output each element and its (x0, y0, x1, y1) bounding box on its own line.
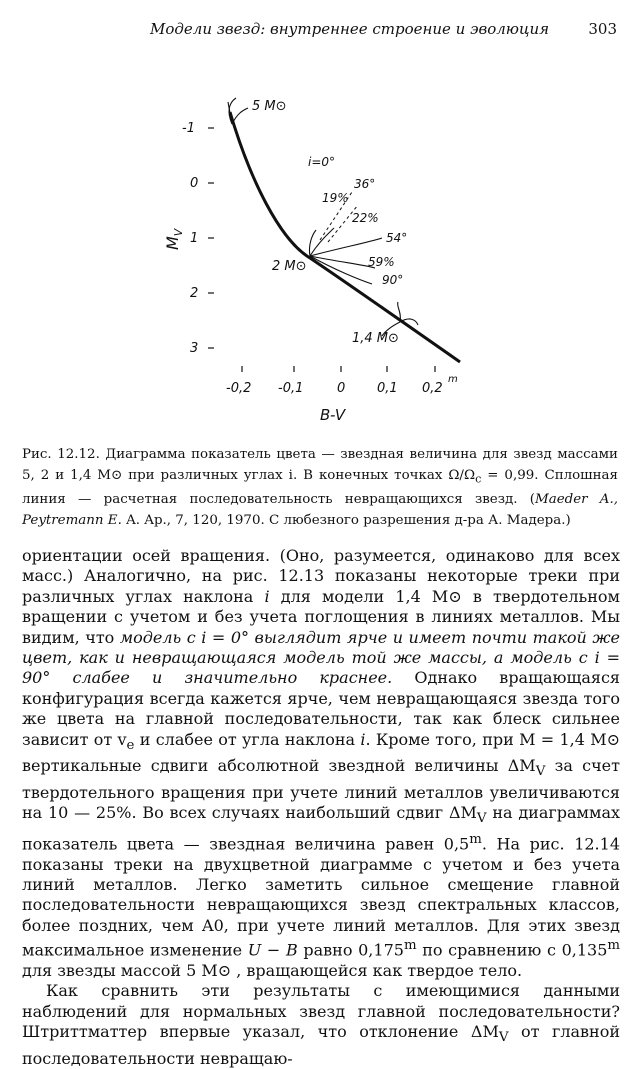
y-tick-label: 2 (190, 286, 199, 301)
y-axis-sub: V (172, 228, 185, 237)
diagram-svg (160, 80, 480, 430)
angle-label: 90° (382, 273, 404, 287)
text-run: . Кроме того, при M = 1,4 M⊙ вертикальные сдвиги абсолютной звездной величины ΔM (22, 729, 620, 776)
text-run: U − B (247, 940, 298, 960)
text-sup: m (403, 938, 417, 954)
text-sup: m (607, 938, 621, 954)
y-axis-title (163, 227, 185, 250)
y-tick-label: 3 (190, 341, 199, 356)
svg-text:MV (163, 227, 185, 250)
page-header (0, 16, 643, 42)
x-tick-label: -0,1 (278, 381, 304, 396)
y-tick-labels (182, 121, 198, 356)
text-sub: V (535, 764, 546, 780)
angle-label: 19% (322, 191, 349, 205)
text-sub: V (476, 811, 487, 827)
text-run: . На рис. 12.14 показаны треки на двухцветной диаграмме с учетом и без учета линий металлов. Легко заметить сильное смещение главной последовательности невращающихся звезд спектральных классов, более поздних, чем A0, при учете линий металлов. Для этих звезд максимальное изменение (22, 834, 621, 960)
text-run-italic: модель с i = 0° выглядит ярче и имеет почти такой же цвет, как и невращающаяся модель той же массы, а модель с i = 90° слабее и значительно краснее. (22, 627, 621, 688)
angle-label: 36° (354, 177, 376, 191)
text-run: для звезды массой 5 M⊙ , вращающейся как твердое тело. (22, 960, 523, 980)
text-run: от главной последовательности невращаю- (22, 1022, 620, 1068)
paragraph-1 (22, 546, 620, 981)
angle-label: 54° (386, 231, 408, 245)
text-run: равно 0,175 (297, 940, 404, 960)
figure-caption (22, 445, 618, 532)
text-run: по сравнению с 0,135 (416, 940, 608, 960)
text-run: для модели 1,4 M⊙ в твердотельном вращении с учетом и без учета поглощения в линиях металлов. Мы видим, что (22, 586, 620, 647)
text-run: и слабее от угла наклона (134, 729, 361, 749)
caption-main: Рис. 12.12. Диаграмма показатель цвета — звездная величина для звезд массами 5, 2 и 1,4 M⊙ при различных углах i. В конечных точках Ω/Ω (22, 447, 618, 483)
paragraph-2 (22, 981, 620, 1069)
caption-sub-c: c (475, 472, 482, 486)
text-run: Однако вращающаяся конфигурация всегда кажется ярче, чем невращающаяся звезда того же цвета на главной последовательности, так как блеск сильнее зависит от v (22, 668, 621, 749)
x-tick-label: 0,1 (377, 381, 398, 396)
y-tick-label: 0 (190, 176, 199, 191)
mass-label-2: 2 M⊙ (272, 259, 307, 274)
mass-label-1-4: 1,4 M⊙ (352, 331, 399, 346)
text-run: ориентации осей вращения. (Оно, разумеется, одинаково для всех масс.) Аналогично, на рис. 12.13 показаны некоторые треки при различных углах наклона (22, 546, 620, 606)
x-axis-title: B-V (320, 406, 346, 424)
page-number: 303 (588, 20, 617, 38)
figure-color-magnitude-diagram (160, 80, 480, 430)
angle-label: i=0° (308, 155, 336, 169)
running-title: Модели звезд: внутреннее строение и эволюция (150, 20, 550, 38)
caption-after-ratio: = 0,99. Сплошная линия — расчетная последовательность невращающихся звезд. ( (22, 467, 618, 508)
x-tick-sup: m (448, 374, 458, 385)
y-axis-label: M (163, 236, 182, 250)
text-run: Как сравнить эти результаты с имеющимися данными наблюдений для нормальных звезд главной последовательности? Штриттматтер впервые указал, что отклонение ΔM (22, 981, 620, 1042)
text-sub: V (498, 1030, 509, 1046)
text-run: на диаграммах показатель цвета — звездная величина равен 0,5 (22, 803, 621, 854)
x-tick-label: 0 (337, 381, 346, 396)
y-tick-label: -1 (182, 121, 195, 136)
mass-label-5: 5 M⊙ (252, 99, 287, 114)
non-rotating-sequence (230, 112, 460, 362)
text-sup: m (469, 831, 482, 847)
x-tick-label: 0,2 (422, 381, 443, 396)
x-tick-label: -0,2 (226, 381, 252, 396)
tracks-5msun (228, 98, 248, 124)
body-text (22, 546, 620, 1069)
angle-label: 59% (368, 255, 395, 269)
text-run: за счет твердотельного вращения при учете линий металлов увеличиваются на 10 — 25%. Во всех случаях наибольший сдвиг ΔM (22, 756, 621, 823)
x-tick-labels (226, 374, 458, 396)
caption-citation-rest: A. Ap., 7, 120, 1970. С любезного разрешения д-ра А. Мадера.) (121, 513, 571, 529)
angle-label: 22% (352, 211, 379, 225)
text-sub: e (126, 737, 135, 753)
caption-citation-authors: Maeder A., Peytremann E. (22, 492, 618, 529)
text-run: i (360, 729, 366, 749)
y-tick-label: 1 (190, 231, 199, 246)
text-run: i (264, 586, 270, 606)
